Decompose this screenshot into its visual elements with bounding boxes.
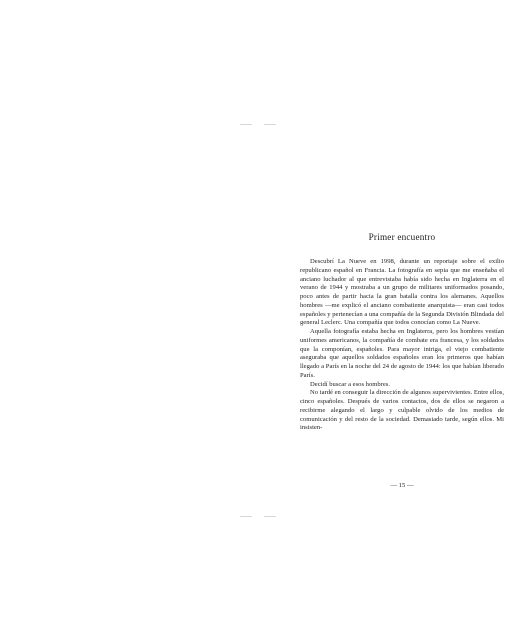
chapter-title: Primer encuentro <box>368 232 436 242</box>
paragraph: Decidí buscar a esos hombres. <box>310 380 391 388</box>
crop-mark-bottom-left <box>240 516 252 517</box>
body-text <box>300 258 504 433</box>
page-number: — 15 — <box>390 482 414 489</box>
crop-mark-top-right <box>264 124 276 125</box>
crop-mark-bottom-right <box>264 516 276 517</box>
paragraph: Descubrí La Nueve en 1998, durante un reportaje sobre el exilio republicano español en Francia. La fotografía en sepia que me enseñaba el anciano luchador al que entrevistaba había sido hecha en Inglaterra en el verano de 1944 y mostraba a un grupo de militares uniformados posando, poco antes de partir hacia la gran batalla contra los alemanes. Aquellos hombres —me explicó el anciano combatiente anarquista— eran casi todos españoles y pertenecían a una compañía de la Segunda División Blindada del general Leclerc. Una compañía que todos conocían como La Nueve. <box>300 258 504 327</box>
paragraph: Aquella fotografía estaba hecha en Inglaterra, pero los hombres vestían uniformes americanos, la compañía de combate era francesa, y los soldados que la componían, españoles. Para mayor intriga, el viejo combatiente aseguraba que aquellos soldados españoles eran los primeros que habían llegado a París en la noche del 24 de agosto de 1944: los que habían liberado París. <box>300 328 504 379</box>
crop-mark-top-left <box>240 124 252 125</box>
paragraph: No tardé en conseguir la dirección de algunos supervivientes. Entre ellos, cinco españoles. Después de varios contactos, dos de ellos se negaron a recibirme alegando el largo y culpable olvido de los medios de comunicación y del resto de la sociedad. Demasiado tarde, según ellos. Mi insisten- <box>300 389 504 432</box>
